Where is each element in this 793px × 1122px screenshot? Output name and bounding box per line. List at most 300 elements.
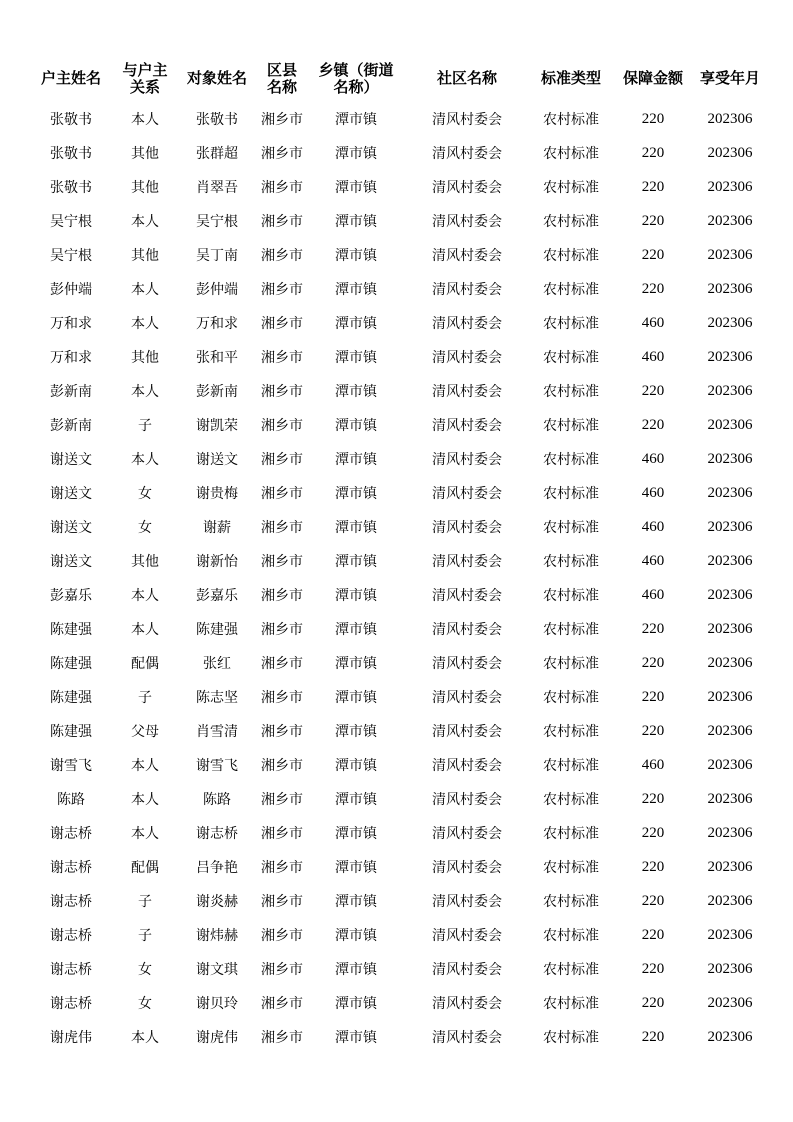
table-cell: 农村标准 <box>543 1030 599 1046</box>
table-cell: 潭市镇 <box>335 112 377 128</box>
table-cell: 202306 <box>707 144 753 161</box>
table-cell: 潭市镇 <box>335 962 377 978</box>
table-cell: 肖翠吾 <box>196 180 238 196</box>
table-cell: 清风村委会 <box>432 792 502 808</box>
table-cell: 子 <box>138 690 152 706</box>
table-cell: 清风村委会 <box>432 894 502 910</box>
table-cell: 潭市镇 <box>335 486 377 502</box>
column-header <box>406 55 528 102</box>
table-cell: 农村标准 <box>543 792 599 808</box>
table-cell: 彭新南 <box>50 418 92 434</box>
table-cell: 湘乡市 <box>261 520 303 536</box>
table-row <box>28 850 768 884</box>
table-cell: 202306 <box>707 926 753 943</box>
table-cell: 220 <box>641 1028 665 1045</box>
table-cell: 460 <box>641 518 665 535</box>
table-cell: 张群超 <box>196 146 238 162</box>
table-cell: 潭市镇 <box>335 758 377 774</box>
table-cell: 谢薪 <box>203 520 231 536</box>
table-cell: 湘乡市 <box>261 656 303 672</box>
table-row <box>28 374 768 408</box>
table-cell: 谢送文 <box>196 452 238 468</box>
table-cell: 潭市镇 <box>335 282 377 298</box>
table-cell: 220 <box>641 280 665 297</box>
table-cell: 彭嘉乐 <box>50 588 92 604</box>
table-cell: 农村标准 <box>543 758 599 774</box>
table-cell: 460 <box>641 314 665 331</box>
table-cell: 其他 <box>131 180 159 196</box>
table-cell: 220 <box>641 994 665 1011</box>
table-cell: 农村标准 <box>543 588 599 604</box>
table-cell: 220 <box>641 416 665 433</box>
table-row <box>28 918 768 952</box>
table-cell: 本人 <box>131 452 159 468</box>
table-cell: 子 <box>138 894 152 910</box>
table-cell: 湘乡市 <box>261 860 303 876</box>
table-cell: 谢雪飞 <box>50 758 92 774</box>
table-cell: 潭市镇 <box>335 1030 377 1046</box>
table-row <box>28 646 768 680</box>
table-cell: 本人 <box>131 112 159 128</box>
table-cell: 潭市镇 <box>335 792 377 808</box>
table-row <box>28 408 768 442</box>
column-header <box>614 55 692 102</box>
table-cell: 220 <box>641 382 665 399</box>
table-cell: 清风村委会 <box>432 588 502 604</box>
table-cell: 女 <box>138 996 152 1012</box>
table-body <box>28 102 768 1054</box>
table-cell: 湘乡市 <box>261 248 303 264</box>
table-cell: 清风村委会 <box>432 962 502 978</box>
table-cell: 本人 <box>131 826 159 842</box>
table-cell: 本人 <box>131 384 159 400</box>
table-cell: 湘乡市 <box>261 724 303 740</box>
table-cell: 202306 <box>707 382 753 399</box>
table-cell: 潭市镇 <box>335 350 377 366</box>
table-cell: 202306 <box>707 994 753 1011</box>
table-cell: 湘乡市 <box>261 486 303 502</box>
table-cell: 子 <box>138 928 152 944</box>
table-cell: 农村标准 <box>543 690 599 706</box>
table-cell: 潭市镇 <box>335 316 377 332</box>
table-cell: 谢贝玲 <box>196 996 238 1012</box>
table-cell: 吴宁根 <box>50 214 92 230</box>
table-row <box>28 612 768 646</box>
column-header-line: 关系 <box>129 77 160 96</box>
table-cell: 220 <box>641 790 665 807</box>
table-cell: 吴丁南 <box>196 248 238 264</box>
table-cell: 潭市镇 <box>335 894 377 910</box>
table-cell: 农村标准 <box>543 928 599 944</box>
table-cell: 谢志桥 <box>50 962 92 978</box>
table-cell: 吴宁根 <box>50 248 92 264</box>
table-cell: 谢志桥 <box>50 996 92 1012</box>
table-cell: 潭市镇 <box>335 452 377 468</box>
table-cell: 202306 <box>707 178 753 195</box>
table-cell: 202306 <box>707 620 753 637</box>
table-cell: 202306 <box>707 688 753 705</box>
table-cell: 202306 <box>707 654 753 671</box>
table-cell: 湘乡市 <box>261 146 303 162</box>
table-row <box>28 340 768 374</box>
table-cell: 女 <box>138 962 152 978</box>
table-cell: 202306 <box>707 348 753 365</box>
table-cell: 202306 <box>707 858 753 875</box>
table-cell: 清风村委会 <box>432 996 502 1012</box>
table-cell: 农村标准 <box>543 656 599 672</box>
table-cell: 湘乡市 <box>261 690 303 706</box>
table-cell: 清风村委会 <box>432 622 502 638</box>
table-cell: 父母 <box>131 724 159 740</box>
table-cell: 湘乡市 <box>261 792 303 808</box>
table-cell: 潭市镇 <box>335 656 377 672</box>
column-header-line: 标准类型 <box>540 69 601 87</box>
column-header-line: 对象姓名 <box>186 69 247 87</box>
table-row <box>28 442 768 476</box>
table-cell: 湘乡市 <box>261 962 303 978</box>
table-cell: 谢凯荣 <box>196 418 238 434</box>
table-cell: 清风村委会 <box>432 1030 502 1046</box>
table-cell: 460 <box>641 586 665 603</box>
table-header <box>28 55 768 102</box>
table-cell: 万和求 <box>196 316 238 332</box>
table-cell: 清风村委会 <box>432 214 502 230</box>
table-cell: 农村标准 <box>543 282 599 298</box>
table-cell: 清风村委会 <box>432 248 502 264</box>
table-cell: 陈路 <box>57 792 85 808</box>
table-cell: 谢志桥 <box>50 894 92 910</box>
table-cell: 潭市镇 <box>335 928 377 944</box>
table-cell: 陈建强 <box>50 656 92 672</box>
column-header-line: 乡镇（街道 <box>318 60 394 79</box>
table-cell: 农村标准 <box>543 996 599 1012</box>
table-row <box>28 510 768 544</box>
table-cell: 460 <box>641 552 665 569</box>
table-cell: 220 <box>641 246 665 263</box>
table-cell: 谢贵梅 <box>196 486 238 502</box>
table-cell: 202306 <box>707 246 753 263</box>
table-cell: 潭市镇 <box>335 690 377 706</box>
table-cell: 农村标准 <box>543 418 599 434</box>
table-cell: 农村标准 <box>543 146 599 162</box>
table-row <box>28 952 768 986</box>
column-header-line: 与户主 <box>122 60 168 79</box>
table-cell: 460 <box>641 484 665 501</box>
table-row <box>28 714 768 748</box>
table-cell: 220 <box>641 960 665 977</box>
table-cell: 202306 <box>707 756 753 773</box>
table-cell: 潭市镇 <box>335 724 377 740</box>
table-row <box>28 204 768 238</box>
table-cell: 湘乡市 <box>261 826 303 842</box>
column-header-line: 名称） <box>333 77 379 96</box>
table-cell: 子 <box>138 418 152 434</box>
table-cell: 清风村委会 <box>432 860 502 876</box>
table-cell: 220 <box>641 110 665 127</box>
table-cell: 陈建强 <box>196 622 238 638</box>
table-row <box>28 170 768 204</box>
table-cell: 本人 <box>131 1030 159 1046</box>
table-cell: 张敬书 <box>196 112 238 128</box>
table-cell: 202306 <box>707 790 753 807</box>
table-cell: 202306 <box>707 960 753 977</box>
table-cell: 彭仲端 <box>196 282 238 298</box>
table-cell: 潭市镇 <box>335 180 377 196</box>
column-header <box>28 55 114 102</box>
table-cell: 农村标准 <box>543 520 599 536</box>
table-cell: 农村标准 <box>543 622 599 638</box>
subsidy-roster-table <box>28 55 768 1054</box>
table-cell: 清风村委会 <box>432 724 502 740</box>
table-cell: 潭市镇 <box>335 520 377 536</box>
table-cell: 202306 <box>707 416 753 433</box>
table-cell: 460 <box>641 348 665 365</box>
table-row <box>28 816 768 850</box>
table-cell: 谢志桥 <box>196 826 238 842</box>
table-cell: 202306 <box>707 484 753 501</box>
table-cell: 湘乡市 <box>261 418 303 434</box>
table-row <box>28 1020 768 1054</box>
table-cell: 湘乡市 <box>261 996 303 1012</box>
table-cell: 220 <box>641 824 665 841</box>
table-cell: 农村标准 <box>543 350 599 366</box>
table-cell: 202306 <box>707 892 753 909</box>
table-cell: 潭市镇 <box>335 146 377 162</box>
table-cell: 其他 <box>131 350 159 366</box>
table-cell: 陈路 <box>203 792 231 808</box>
table-cell: 湘乡市 <box>261 214 303 230</box>
table-cell: 谢虎伟 <box>196 1030 238 1046</box>
table-cell: 湘乡市 <box>261 452 303 468</box>
table-cell: 潭市镇 <box>335 248 377 264</box>
table-cell: 彭新南 <box>196 384 238 400</box>
table-cell: 陈志坚 <box>196 690 238 706</box>
table-cell: 湘乡市 <box>261 316 303 332</box>
column-header-line: 户主姓名 <box>40 69 101 87</box>
table-row <box>28 544 768 578</box>
table-cell: 潭市镇 <box>335 622 377 638</box>
table-cell: 220 <box>641 858 665 875</box>
table-cell: 清风村委会 <box>432 486 502 502</box>
table-cell: 220 <box>641 892 665 909</box>
table-cell: 张敬书 <box>50 180 92 196</box>
table-cell: 农村标准 <box>543 962 599 978</box>
table-cell: 本人 <box>131 758 159 774</box>
table-cell: 202306 <box>707 212 753 229</box>
table-cell: 农村标准 <box>543 486 599 502</box>
table-cell: 潭市镇 <box>335 826 377 842</box>
table-cell: 张和平 <box>196 350 238 366</box>
table-row <box>28 476 768 510</box>
column-header-line: 享受年月 <box>699 69 760 87</box>
table-row <box>28 680 768 714</box>
table-cell: 220 <box>641 620 665 637</box>
table-cell: 湘乡市 <box>261 1030 303 1046</box>
table-cell: 肖雪清 <box>196 724 238 740</box>
table-cell: 张红 <box>203 656 231 672</box>
table-cell: 202306 <box>707 722 753 739</box>
table-cell: 农村标准 <box>543 860 599 876</box>
table-cell: 湘乡市 <box>261 112 303 128</box>
table-cell: 202306 <box>707 552 753 569</box>
table-row <box>28 986 768 1020</box>
table-cell: 谢新怡 <box>196 554 238 570</box>
table-cell: 清风村委会 <box>432 554 502 570</box>
table-cell: 吕争艳 <box>196 860 238 876</box>
table-cell: 202306 <box>707 1028 753 1045</box>
table-cell: 湘乡市 <box>261 928 303 944</box>
table-cell: 谢送文 <box>50 486 92 502</box>
table-cell: 农村标准 <box>543 180 599 196</box>
table-cell: 潭市镇 <box>335 214 377 230</box>
table-cell: 220 <box>641 212 665 229</box>
table-cell: 湘乡市 <box>261 588 303 604</box>
table-cell: 清风村委会 <box>432 282 502 298</box>
table-cell: 本人 <box>131 316 159 332</box>
table-row <box>28 884 768 918</box>
column-header-line: 社区名称 <box>436 69 497 87</box>
table-cell: 清风村委会 <box>432 758 502 774</box>
column-header <box>114 55 176 102</box>
table-cell: 吴宁根 <box>196 214 238 230</box>
table-cell: 谢虎伟 <box>50 1030 92 1046</box>
table-cell: 农村标准 <box>543 214 599 230</box>
table-cell: 农村标准 <box>543 452 599 468</box>
header-row <box>28 55 768 102</box>
column-header-line: 名称 <box>266 77 297 96</box>
table-cell: 潭市镇 <box>335 418 377 434</box>
table-cell: 清风村委会 <box>432 520 502 536</box>
table-cell: 220 <box>641 654 665 671</box>
table-cell: 彭嘉乐 <box>196 588 238 604</box>
table-row <box>28 102 768 136</box>
table-cell: 清风村委会 <box>432 316 502 332</box>
table-cell: 其他 <box>131 554 159 570</box>
column-header <box>258 55 306 102</box>
table-row <box>28 306 768 340</box>
table-cell: 万和求 <box>50 316 92 332</box>
table-cell: 彭新南 <box>50 384 92 400</box>
column-header <box>528 55 614 102</box>
table-row <box>28 136 768 170</box>
table-cell: 农村标准 <box>543 554 599 570</box>
table-cell: 202306 <box>707 450 753 467</box>
table-cell: 农村标准 <box>543 112 599 128</box>
table-cell: 潭市镇 <box>335 860 377 876</box>
table-cell: 农村标准 <box>543 894 599 910</box>
table-cell: 湘乡市 <box>261 758 303 774</box>
table-cell: 谢文琪 <box>196 962 238 978</box>
table-cell: 202306 <box>707 110 753 127</box>
table-cell: 谢送文 <box>50 452 92 468</box>
table-cell: 湘乡市 <box>261 554 303 570</box>
table-cell: 清风村委会 <box>432 146 502 162</box>
table-cell: 配偶 <box>131 860 159 876</box>
column-header <box>176 55 258 102</box>
table-cell: 清风村委会 <box>432 690 502 706</box>
table-cell: 谢雪飞 <box>196 758 238 774</box>
table-cell: 谢炜赫 <box>196 928 238 944</box>
table-cell: 谢志桥 <box>50 928 92 944</box>
table-cell: 谢送文 <box>50 554 92 570</box>
table-cell: 本人 <box>131 792 159 808</box>
table-cell: 220 <box>641 144 665 161</box>
table-cell: 谢志桥 <box>50 826 92 842</box>
table-cell: 陈建强 <box>50 690 92 706</box>
table-cell: 潭市镇 <box>335 588 377 604</box>
table-cell: 清风村委会 <box>432 656 502 672</box>
table-cell: 农村标准 <box>543 248 599 264</box>
table-cell: 202306 <box>707 586 753 603</box>
table-cell: 配偶 <box>131 656 159 672</box>
column-header-line: 保障金额 <box>622 69 683 87</box>
table-row <box>28 578 768 612</box>
table-cell: 清风村委会 <box>432 112 502 128</box>
table-cell: 女 <box>138 486 152 502</box>
table-cell: 202306 <box>707 280 753 297</box>
table-cell: 张敬书 <box>50 112 92 128</box>
column-header <box>306 55 406 102</box>
table-cell: 220 <box>641 688 665 705</box>
table-cell: 湘乡市 <box>261 384 303 400</box>
table-cell: 潭市镇 <box>335 996 377 1012</box>
table-cell: 其他 <box>131 146 159 162</box>
table-row <box>28 748 768 782</box>
table-cell: 220 <box>641 178 665 195</box>
table-cell: 460 <box>641 756 665 773</box>
table-cell: 女 <box>138 520 152 536</box>
table-cell: 湘乡市 <box>261 282 303 298</box>
table-cell: 湘乡市 <box>261 894 303 910</box>
table-cell: 湘乡市 <box>261 622 303 638</box>
table-cell: 谢炎赫 <box>196 894 238 910</box>
table-cell: 潭市镇 <box>335 554 377 570</box>
table-cell: 清风村委会 <box>432 180 502 196</box>
table-cell: 谢志桥 <box>50 860 92 876</box>
column-header <box>692 55 768 102</box>
table-cell: 本人 <box>131 622 159 638</box>
table-cell: 清风村委会 <box>432 826 502 842</box>
table-row <box>28 782 768 816</box>
table-cell: 本人 <box>131 588 159 604</box>
table-cell: 农村标准 <box>543 316 599 332</box>
table-cell: 湘乡市 <box>261 350 303 366</box>
table-cell: 本人 <box>131 282 159 298</box>
table-cell: 清风村委会 <box>432 384 502 400</box>
table-cell: 202306 <box>707 824 753 841</box>
table-cell: 陈建强 <box>50 724 92 740</box>
table-cell: 万和求 <box>50 350 92 366</box>
table-cell: 彭仲端 <box>50 282 92 298</box>
table-cell: 清风村委会 <box>432 452 502 468</box>
table-cell: 清风村委会 <box>432 418 502 434</box>
table-cell: 农村标准 <box>543 384 599 400</box>
table-cell: 陈建强 <box>50 622 92 638</box>
table-row <box>28 272 768 306</box>
column-header-line: 区县 <box>266 60 297 79</box>
table-cell: 460 <box>641 450 665 467</box>
table-cell: 202306 <box>707 314 753 331</box>
table-cell: 潭市镇 <box>335 384 377 400</box>
table-row <box>28 238 768 272</box>
table-cell: 本人 <box>131 214 159 230</box>
table-cell: 其他 <box>131 248 159 264</box>
table-cell: 220 <box>641 926 665 943</box>
table-cell: 张敬书 <box>50 146 92 162</box>
table-cell: 清风村委会 <box>432 350 502 366</box>
table-cell: 220 <box>641 722 665 739</box>
table-cell: 清风村委会 <box>432 928 502 944</box>
